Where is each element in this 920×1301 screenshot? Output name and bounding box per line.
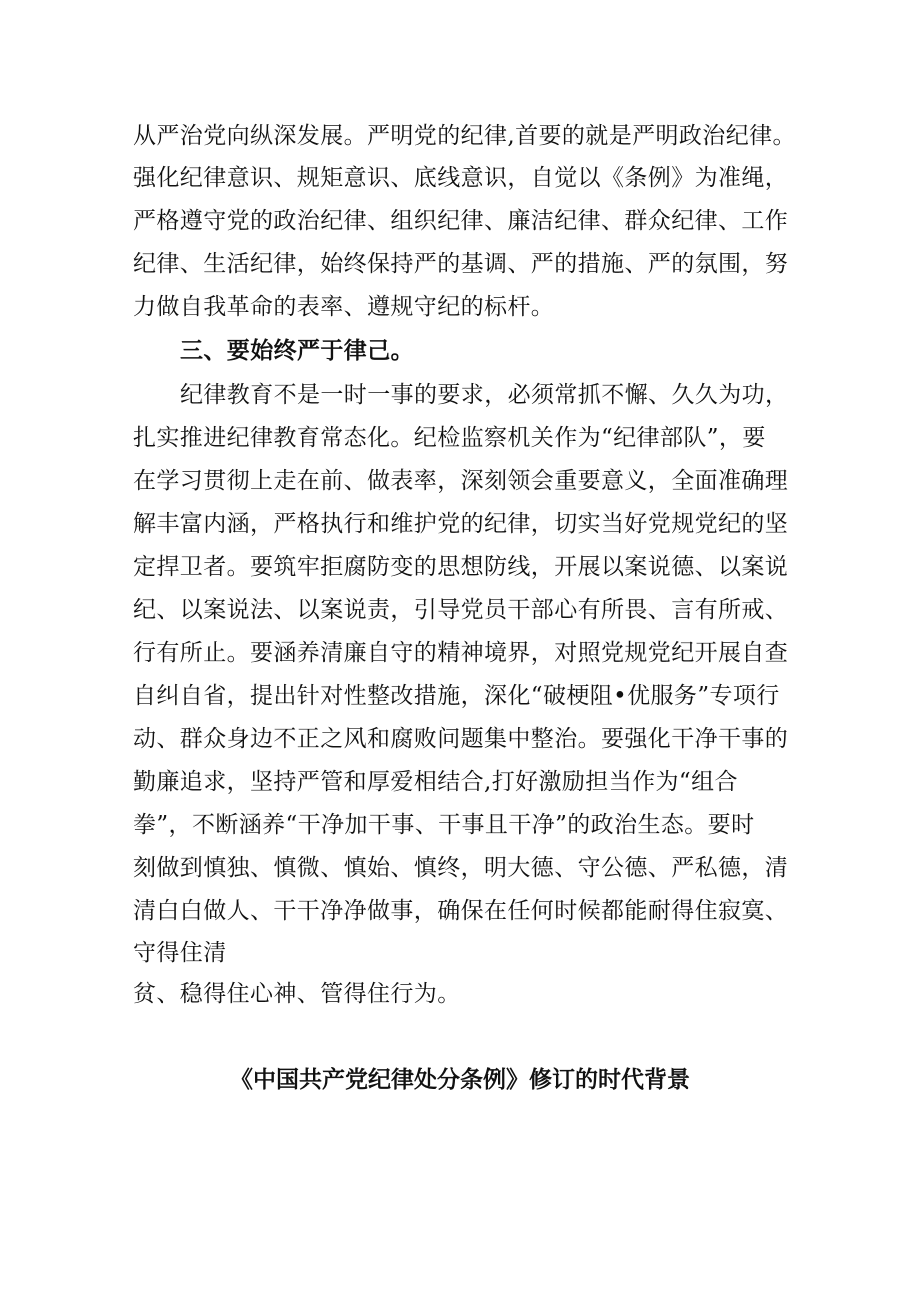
paragraph-2-line-14: 守得住清 <box>133 940 227 966</box>
paragraph-2-line-2: 扎实推进纪律教育常态化。纪检监察机关作为“纪律部队”，要 <box>133 425 766 451</box>
paragraph-2-line-10: 勤廉追求，坚持严管和厚爱相结合,打好激励担当作为“组合 <box>133 769 738 795</box>
paragraph-2-line-7: 行有所止。要涵养清廉自守的精神境界，对照党规党纪开展自查 <box>133 640 789 666</box>
paragraph-2-line-9: 动、群众身边不正之风和腐败问题集中整治。要强化干净干事的 <box>133 726 789 752</box>
paragraph-2-line-12: 刻做到慎独、慎微、慎始、慎终，明大德、守公德、严私德，清 <box>133 855 789 881</box>
paragraph-1-line-2: 强化纪律意识、规矩意识、底线意识，自觉以《条例》为准绳， <box>133 165 789 191</box>
paragraph-2-line-6: 纪、以案说法、以案说责，引导党员干部心有所畏、言有所戒、 <box>133 597 789 623</box>
paragraph-2-line-4: 解丰富内涵，严格执行和维护党的纪律，切实当好党规党纪的坚 <box>133 511 789 537</box>
paragraph-2-line-11: 拳”，不断涵养“干净加干事、干事且干净”的政治生态。要时 <box>133 812 755 838</box>
paragraph-2-line-5: 定捍卫者。要筑牢拒腐防变的思想防线，开展以案说德、以案说 <box>133 554 789 580</box>
paragraph-2-line-3: 在学习贯彻上走在前、做表率，深刻领会重要意义，全面准确理 <box>133 468 789 494</box>
paragraph-1-line-1: 从严治党向纵深发展。严明党的纪律,首要的就是严明政治纪律。 <box>133 123 796 149</box>
paragraph-2-line-1: 纪律教育不是一时一事的要求，必须常抓不懈、久久为功， <box>180 382 789 408</box>
paragraph-1-line-3: 严格遵守党的政治纪律、组织纪律、廉洁纪律、群众纪律、工作 <box>133 208 789 234</box>
paragraph-2-line-15: 贫、稳得住心神、管得住行为。 <box>133 981 461 1007</box>
paragraph-2-line-13: 清白白做人、干干净净做事，确保在任何时候都能耐得住寂寞、 <box>133 898 789 924</box>
paragraph-1-line-5: 力做自我革命的表率、遵规守纪的标杆。 <box>133 294 555 320</box>
next-section-title: 《中国共产党纪律处分条例》修订的时代背景 <box>230 1066 690 1093</box>
section-heading-3: 三、要始终严于律己。 <box>180 337 414 364</box>
paragraph-1-line-4: 纪律、生活纪律，始终保持严的基调、严的措施、严的氛围，努 <box>133 251 789 277</box>
paragraph-2-line-8: 自纠自省，提出针对性整改措施，深化“破梗阻•优服务”专项行 <box>133 683 780 709</box>
